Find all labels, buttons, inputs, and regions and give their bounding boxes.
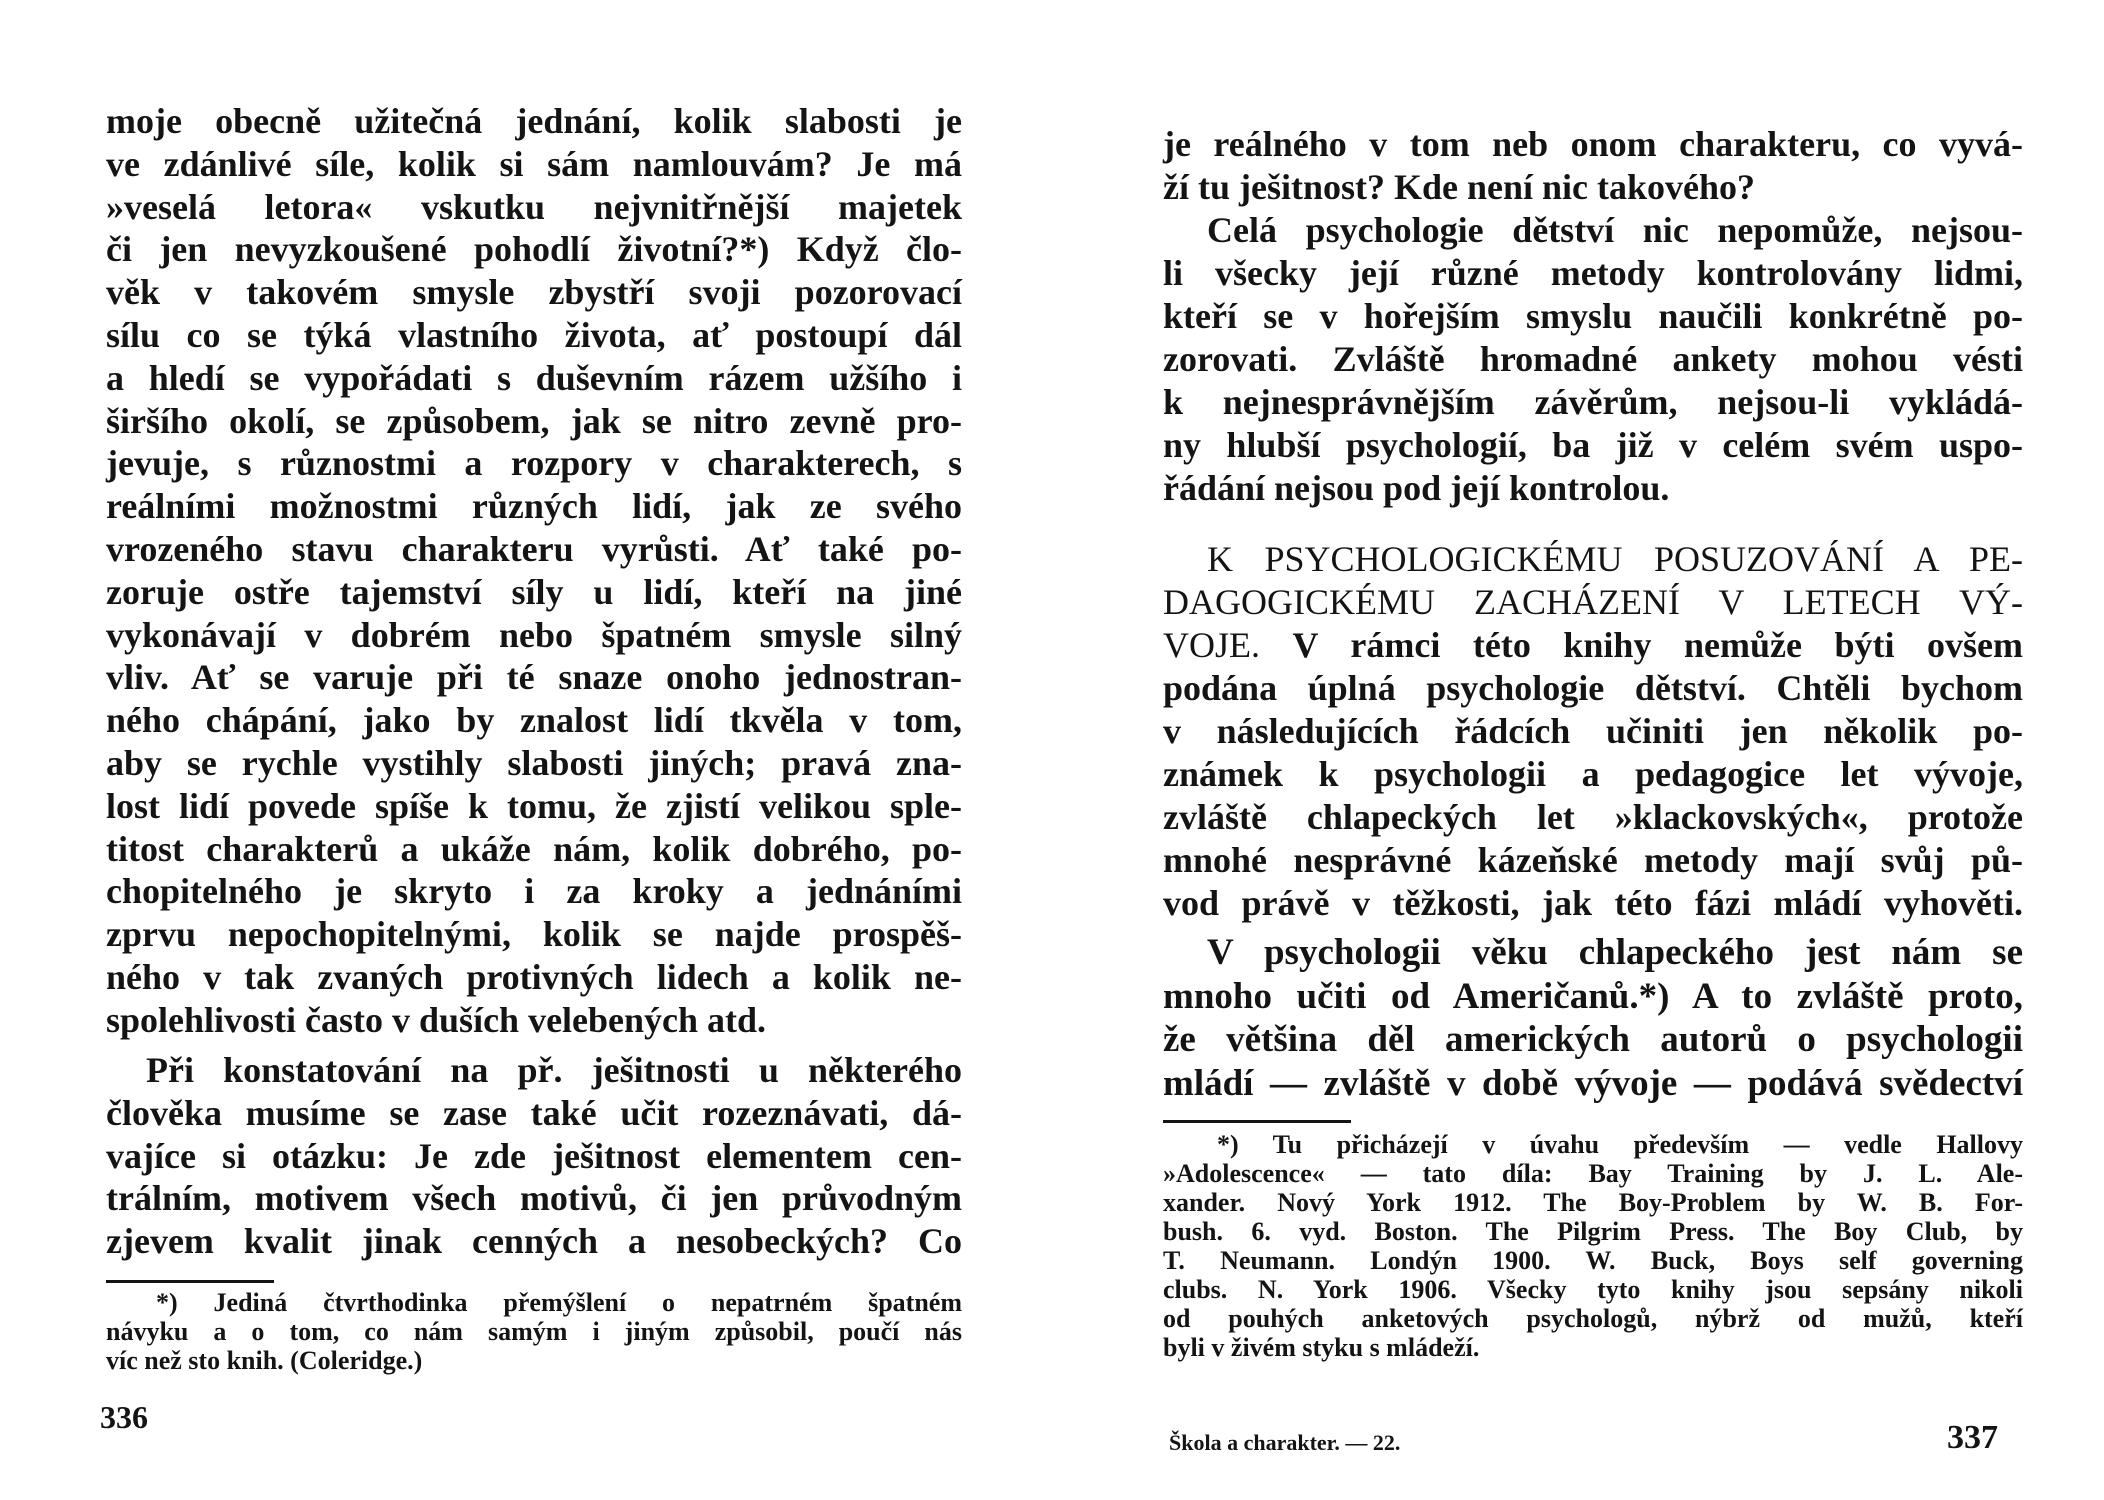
footnote-line: »Adolescence« — tato díla: Bay Training by J. L. Ale- <box>1163 1159 2023 1188</box>
text-line: chopitelného je skryto i za kroky a jednáními <box>106 871 962 912</box>
text-line: aby se rychle vystihly slabosti jiných; pravá zna- <box>106 742 962 783</box>
text-line: ve zdánlivé síle, kolik si sám namlouvám? Je má <box>106 143 962 184</box>
right-footnote <box>1163 1130 2023 1362</box>
text-line: titost charakterů a ukáže nám, kolik dobrého, po- <box>106 828 962 869</box>
footnote-line: bush. 6. vyd. Boston. The Pilgrim Press. The Boy Club, by <box>1163 1217 2023 1246</box>
text-line: mnoho učiti od Američanů.*) A to zvláště proto, <box>1163 975 2023 1017</box>
text-line: Celá psychologie dětství nic nepomůže, nejsou- <box>1207 210 2023 250</box>
text-line: Při konstatování na př. ješitnosti u některého <box>146 1050 962 1090</box>
left-footnote <box>106 1288 962 1375</box>
text-line: vliv. Ať se varuje při té snaze onoho jednostran- <box>106 657 962 698</box>
text-line: ny hlubší psychologií, ba již v celém svém uspo- <box>1163 425 2023 465</box>
text-line: zjevem kvalit jinak cenných a nesobeckých? Co <box>106 1221 962 1262</box>
footnote-line: návyku a o tom, co nám samým i jiným způsobil, poučí nás <box>106 1317 962 1346</box>
page-number-left: 336 <box>100 1399 148 1435</box>
text-line: V psychologii věku chlapeckého jest nám se <box>1207 932 2023 973</box>
right-page <box>1052 0 2104 1500</box>
signature-mark: Škola a charakter. — 22. <box>1169 1430 1401 1455</box>
text-line: reálními možnostmi různých lidí, jak ze svého <box>106 486 962 527</box>
text-line: trálním, motivem všech motivů, či jen průvodným <box>106 1178 962 1219</box>
text-line: známek k psychologii a pedagogice let vývoje, <box>1163 754 2023 794</box>
section-heading-line: K PSYCHOLOGICKÉMU POSUZOVÁNÍ A PE- <box>1207 539 2023 579</box>
footnote-rule <box>106 1280 274 1283</box>
section-heading-mixed-line <box>1163 624 2023 667</box>
text-line: zvláště chlapeckých let »klackovských«, protože <box>1163 797 2023 837</box>
text-line: člověka musíme se zase také učit rozeznávati, dá- <box>106 1092 962 1133</box>
text-line: kteří se v hořejším smyslu naučili konkrétně po- <box>1163 296 2023 336</box>
text-line: že většina děl amerických autorů o psychologii <box>1163 1019 2023 1060</box>
text-line: sílu co se týká vlastního života, ať postoupí dál <box>106 314 962 355</box>
right-psychology-paragraph <box>1163 209 2023 510</box>
text-line: vajíce si otázku: Je zde ješitnost elementem cen- <box>106 1135 962 1176</box>
text-line: zoruje ostře tajemství síly u lidí, kteří na jiné <box>106 571 962 612</box>
text-line: mládí — zvláště v době vývoje — podává svědectví <box>1163 1062 2023 1104</box>
footnote-line: od pouhých anketových psychologů, nýbrž od mužů, kteří <box>1163 1304 2023 1333</box>
section-heading-tail: VOJE. <box>1163 625 1260 665</box>
section-paragraph-start: V rámci této knihy nemůže býti ovšem <box>1292 625 2023 665</box>
right-section-paragraph <box>1163 538 2023 925</box>
text-line: v následujících řádcích učiniti jen několik po- <box>1163 711 2023 751</box>
text-line: lost lidí povede spíše k tomu, že zjistí velikou sple- <box>106 785 962 826</box>
text-line: širšího okolí, se způsobem, jak se nitro zevně pro- <box>106 400 962 441</box>
text-line: vrozeného stavu charakteru vyrůsti. Ať také po- <box>106 528 962 569</box>
text-line: zprvu nepochopitelnými, kolik se najde prospěš- <box>106 914 962 955</box>
text-line: podána úplná psychologie dětství. Chtěli bychom <box>1163 668 2023 708</box>
text-line: »veselá letora« vskutku nejvnitřnější majetek <box>106 186 962 227</box>
footnote-line: clubs. N. York 1906. Všecky tyto knihy jsou sepsány nikoli <box>1163 1275 2023 1304</box>
text-line: je reálného v tom neb onom charakteru, co vyvá- <box>1163 124 2023 164</box>
text-line: věk v takovém smysle zbystří svoji pozorovací <box>106 272 962 313</box>
text-line: ného v tak zvaných protivných lidech a kolik ne- <box>106 956 962 997</box>
footnote-line: T. Neumann. Londýn 1900. W. Buck, Boys self governing <box>1163 1246 2023 1275</box>
right-american-paragraph <box>1163 931 2023 1105</box>
footnote-line: víc než sto knih. (Coleridge.) <box>106 1346 423 1375</box>
text-line: k nejnesprávnějším závěrům, nejsou-li vykládá- <box>1163 382 2023 422</box>
text-line: ží tu ješitnost? Kde není nic takového? <box>1163 167 1756 207</box>
footnote-line: xander. Nový York 1912. The Boy-Problem by W. B. For- <box>1163 1188 2023 1217</box>
page-number-right: 337 <box>1947 1419 1998 1456</box>
text-line: řádání nejsou pod její kontrolou. <box>1163 468 1670 508</box>
left-second-paragraph <box>106 1049 962 1263</box>
footnote-line: *) Tu přicházejí v úvahu především — vedle Hallovy <box>1217 1130 2023 1159</box>
text-line: a hledí se vypořádati s duševním rázem užšího i <box>106 357 962 398</box>
section-heading-line: DAGOGICKÉMU ZACHÁZENÍ V LETECH VÝ- <box>1163 582 2023 622</box>
text-line: li všecky její různé metody kontrolovány lidmi, <box>1163 253 2023 293</box>
text-line: moje obecně užitečná jednání, kolik slabosti je <box>106 101 962 141</box>
right-continuation-paragraph <box>1163 123 2023 209</box>
text-line: mnohé nesprávné kázeňské metody mají svůj pů- <box>1163 840 2023 880</box>
text-line: spolehlivosti často v duších velebených atd. <box>106 999 767 1040</box>
footnote-line: *) Jediná čtvrthodinka přemýšlení o nepatrném špatném <box>156 1288 962 1317</box>
text-line: ného chápání, jako by znalost lidí tkvěla v tom, <box>106 700 962 741</box>
left-main-paragraph <box>106 100 962 1042</box>
text-line: vod právě v těžkosti, jak této fázi mládí vyhověti. <box>1163 883 2023 923</box>
text-line: jevuje, s různostmi a rozpory v charakterech, s <box>106 443 962 484</box>
text-line: zorovati. Zvláště hromadné ankety mohou vésti <box>1163 339 2023 379</box>
text-line: vykonávají v dobrém nebo špatném smysle silný <box>106 614 962 655</box>
text-line: či jen nevyzkoušené pohodlí životní?*) Když člo- <box>106 229 962 270</box>
footnote-rule <box>1163 1120 1351 1123</box>
footnote-line: byli v živém styku s mládeží. <box>1163 1333 1480 1362</box>
